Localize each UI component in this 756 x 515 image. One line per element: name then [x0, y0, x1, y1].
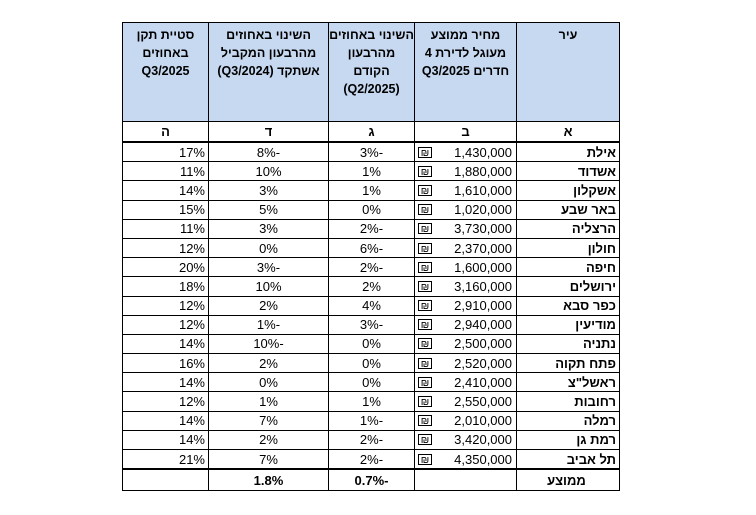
cell-price-value: 3,730,000: [454, 221, 512, 237]
shekel-icon: ₪: [418, 454, 432, 465]
cell-qoq: 0%: [329, 200, 415, 219]
table-row: [123, 296, 620, 315]
cell-price: [415, 162, 517, 181]
cell-price: [415, 315, 517, 334]
table-row: [123, 450, 620, 470]
average-yoy: 1.8%: [209, 469, 329, 491]
cell-price-value: 1,880,000: [454, 163, 512, 179]
cell-stdev-value: 17%: [178, 144, 205, 160]
cell-price: [415, 277, 517, 296]
cell-price-value: 2,520,000: [454, 355, 512, 371]
shekel-icon: ₪: [418, 396, 432, 407]
cell-stdev-value: 12%: [178, 240, 205, 256]
cell-qoq: -3%: [329, 142, 415, 162]
cell-yoy: 10%: [209, 162, 329, 181]
cell-price: [415, 392, 517, 411]
cell-stdev-value: 20%: [178, 259, 205, 275]
header-qoq: השינוי באחוזים מהרבעון הקודם (Q2/2025): [329, 23, 415, 122]
cell-stdev-value: 18%: [178, 278, 205, 294]
cell-yoy: 7%: [209, 411, 329, 430]
cell-qoq: -6%: [329, 238, 415, 257]
letter-qoq: ג: [329, 122, 415, 143]
average-label: ממוצע: [517, 469, 620, 491]
cell-stdev: [123, 296, 209, 315]
cell-stdev-value: 14%: [178, 413, 205, 429]
cell-yoy: -8%: [209, 142, 329, 162]
cell-stdev-value: 15%: [178, 202, 205, 218]
letter-stdev: ה: [123, 122, 209, 143]
cell-price-value: 4,350,000: [454, 451, 512, 467]
shekel-icon: ₪: [418, 147, 432, 158]
cell-price: [415, 181, 517, 200]
cell-price-value: 2,550,000: [454, 394, 512, 410]
cell-price-value: 2,500,000: [454, 336, 512, 352]
cell-qoq: 0%: [329, 354, 415, 373]
shekel-icon: ₪: [418, 434, 432, 445]
average-stdev: [123, 469, 209, 491]
cell-city: אשדוד: [517, 162, 620, 181]
cell-price: [415, 296, 517, 315]
cell-price-value: 1,020,000: [454, 202, 512, 218]
cell-stdev-value: 12%: [178, 298, 205, 314]
cell-city: ראשל"צ: [517, 373, 620, 392]
shekel-icon: ₪: [418, 185, 432, 196]
cell-yoy: -1%: [209, 315, 329, 334]
cell-price: [415, 258, 517, 277]
cell-stdev: [123, 238, 209, 257]
cell-price-value: 1,600,000: [454, 259, 512, 275]
cell-qoq: 4%: [329, 296, 415, 315]
cell-city: הרצליה: [517, 219, 620, 238]
average-qoq: -0.7%: [329, 469, 415, 491]
table-row: [123, 430, 620, 449]
cell-stdev: [123, 277, 209, 296]
cell-city: רמלה: [517, 411, 620, 430]
cell-yoy: 7%: [209, 450, 329, 470]
cell-yoy: 1%: [209, 392, 329, 411]
cell-price-value: 3,420,000: [454, 432, 512, 448]
housing-price-table: [122, 22, 620, 491]
cell-yoy: 2%: [209, 430, 329, 449]
cell-stdev: [123, 354, 209, 373]
cell-stdev: [123, 430, 209, 449]
cell-price-value: 3,160,000: [454, 278, 512, 294]
cell-price-value: 2,370,000: [454, 240, 512, 256]
cell-stdev-value: 11%: [179, 163, 205, 179]
cell-stdev: [123, 219, 209, 238]
cell-qoq: -2%: [329, 219, 415, 238]
header-row: [123, 23, 620, 122]
cell-qoq: 1%: [329, 392, 415, 411]
table-row: [123, 392, 620, 411]
cell-stdev: [123, 411, 209, 430]
cell-city: נתניה: [517, 334, 620, 353]
cell-price: [415, 238, 517, 257]
cell-price: [415, 334, 517, 353]
cell-stdev-value: 14%: [178, 336, 205, 352]
shekel-icon: ₪: [418, 223, 432, 234]
cell-qoq: 1%: [329, 181, 415, 200]
average-row: [123, 469, 620, 491]
average-price: [415, 469, 517, 491]
cell-price-value: 2,010,000: [454, 413, 512, 429]
cell-yoy: 3%: [209, 219, 329, 238]
cell-yoy: 10%: [209, 277, 329, 296]
shekel-icon: ₪: [418, 415, 432, 426]
cell-city: רחובות: [517, 392, 620, 411]
shekel-icon: ₪: [418, 281, 432, 292]
cell-stdev: [123, 392, 209, 411]
cell-stdev: [123, 334, 209, 353]
table-row: [123, 315, 620, 334]
cell-city: תל אביב: [517, 450, 620, 470]
cell-stdev: [123, 315, 209, 334]
cell-price: [415, 450, 517, 470]
header-stdev: סטיית תקן באחוזים Q3/2025: [123, 23, 209, 122]
table-row: [123, 258, 620, 277]
cell-stdev-value: 14%: [178, 182, 205, 198]
shekel-icon: ₪: [418, 300, 432, 311]
cell-qoq: 1%: [329, 162, 415, 181]
cell-stdev: [123, 373, 209, 392]
table-row: [123, 334, 620, 353]
cell-stdev: [123, 200, 209, 219]
table-row: [123, 200, 620, 219]
cell-yoy: -10%: [209, 334, 329, 353]
cell-yoy: 2%: [209, 354, 329, 373]
shekel-icon: ₪: [418, 338, 432, 349]
cell-yoy: 5%: [209, 200, 329, 219]
cell-stdev-value: 12%: [178, 394, 205, 410]
cell-price-value: 2,940,000: [454, 317, 512, 333]
cell-price: [415, 354, 517, 373]
cell-city: ירושלים: [517, 277, 620, 296]
cell-price: [415, 373, 517, 392]
table-row: [123, 277, 620, 296]
shekel-icon: ₪: [418, 204, 432, 215]
shekel-icon: ₪: [418, 377, 432, 388]
cell-city: פתח תקוה: [517, 354, 620, 373]
cell-stdev: [123, 162, 209, 181]
table-row: [123, 238, 620, 257]
cell-price-value: 2,410,000: [454, 374, 512, 390]
shekel-icon: ₪: [418, 166, 432, 177]
cell-city: מודיעין: [517, 315, 620, 334]
cell-qoq: 0%: [329, 334, 415, 353]
cell-city: חולון: [517, 238, 620, 257]
cell-qoq: -2%: [329, 450, 415, 470]
cell-qoq: 2%: [329, 277, 415, 296]
cell-stdev-value: 12%: [178, 317, 205, 333]
header-city: עיר: [517, 23, 620, 122]
column-letters-row: [123, 122, 620, 143]
letter-city: א: [517, 122, 620, 143]
cell-city: כפר סבא: [517, 296, 620, 315]
cell-qoq: 0%: [329, 373, 415, 392]
shekel-icon: ₪: [418, 319, 432, 330]
cell-yoy: 3%: [209, 181, 329, 200]
cell-qoq: -2%: [329, 430, 415, 449]
header-yoy: השינוי באחוזים מהרבעון המקביל אשתקד (Q3/2024): [209, 23, 329, 122]
cell-price-value: 1,610,000: [454, 182, 512, 198]
shekel-icon: ₪: [418, 358, 432, 369]
cell-stdev-value: 16%: [178, 355, 205, 371]
cell-price: [415, 142, 517, 162]
letter-price: ב: [415, 122, 517, 143]
cell-stdev-value: 14%: [178, 432, 205, 448]
cell-city: אילת: [517, 142, 620, 162]
cell-qoq: -2%: [329, 258, 415, 277]
cell-yoy: 0%: [209, 373, 329, 392]
table-row: [123, 219, 620, 238]
cell-stdev-value: 14%: [178, 374, 205, 390]
letter-yoy: ד: [209, 122, 329, 143]
cell-stdev-value: 11%: [179, 221, 205, 237]
cell-yoy: -3%: [209, 258, 329, 277]
cell-price: [415, 430, 517, 449]
cell-price: [415, 411, 517, 430]
table-row: [123, 181, 620, 200]
cell-qoq: -1%: [329, 411, 415, 430]
table-row: [123, 411, 620, 430]
cell-stdev: [123, 181, 209, 200]
table-row: [123, 354, 620, 373]
header-price: מחיר ממוצע מעוגל לדירת 4 חדרים Q3/2025: [415, 23, 517, 122]
cell-city: אשקלון: [517, 181, 620, 200]
shekel-icon: ₪: [418, 243, 432, 254]
cell-city: רמת גן: [517, 430, 620, 449]
cell-city: חיפה: [517, 258, 620, 277]
cell-city: באר שבע: [517, 200, 620, 219]
table-row: [123, 162, 620, 181]
cell-price: [415, 219, 517, 238]
cell-price: [415, 200, 517, 219]
cell-stdev: [123, 258, 209, 277]
table-row: [123, 373, 620, 392]
cell-stdev-value: 21%: [178, 451, 205, 467]
shekel-icon: ₪: [418, 262, 432, 273]
cell-yoy: 0%: [209, 238, 329, 257]
cell-yoy: 2%: [209, 296, 329, 315]
cell-price-value: 1,430,000: [454, 144, 512, 160]
cell-qoq: -3%: [329, 315, 415, 334]
cell-stdev: [123, 142, 209, 162]
cell-price-value: 2,910,000: [454, 298, 512, 314]
cell-stdev: [123, 450, 209, 470]
table-row: [123, 142, 620, 162]
